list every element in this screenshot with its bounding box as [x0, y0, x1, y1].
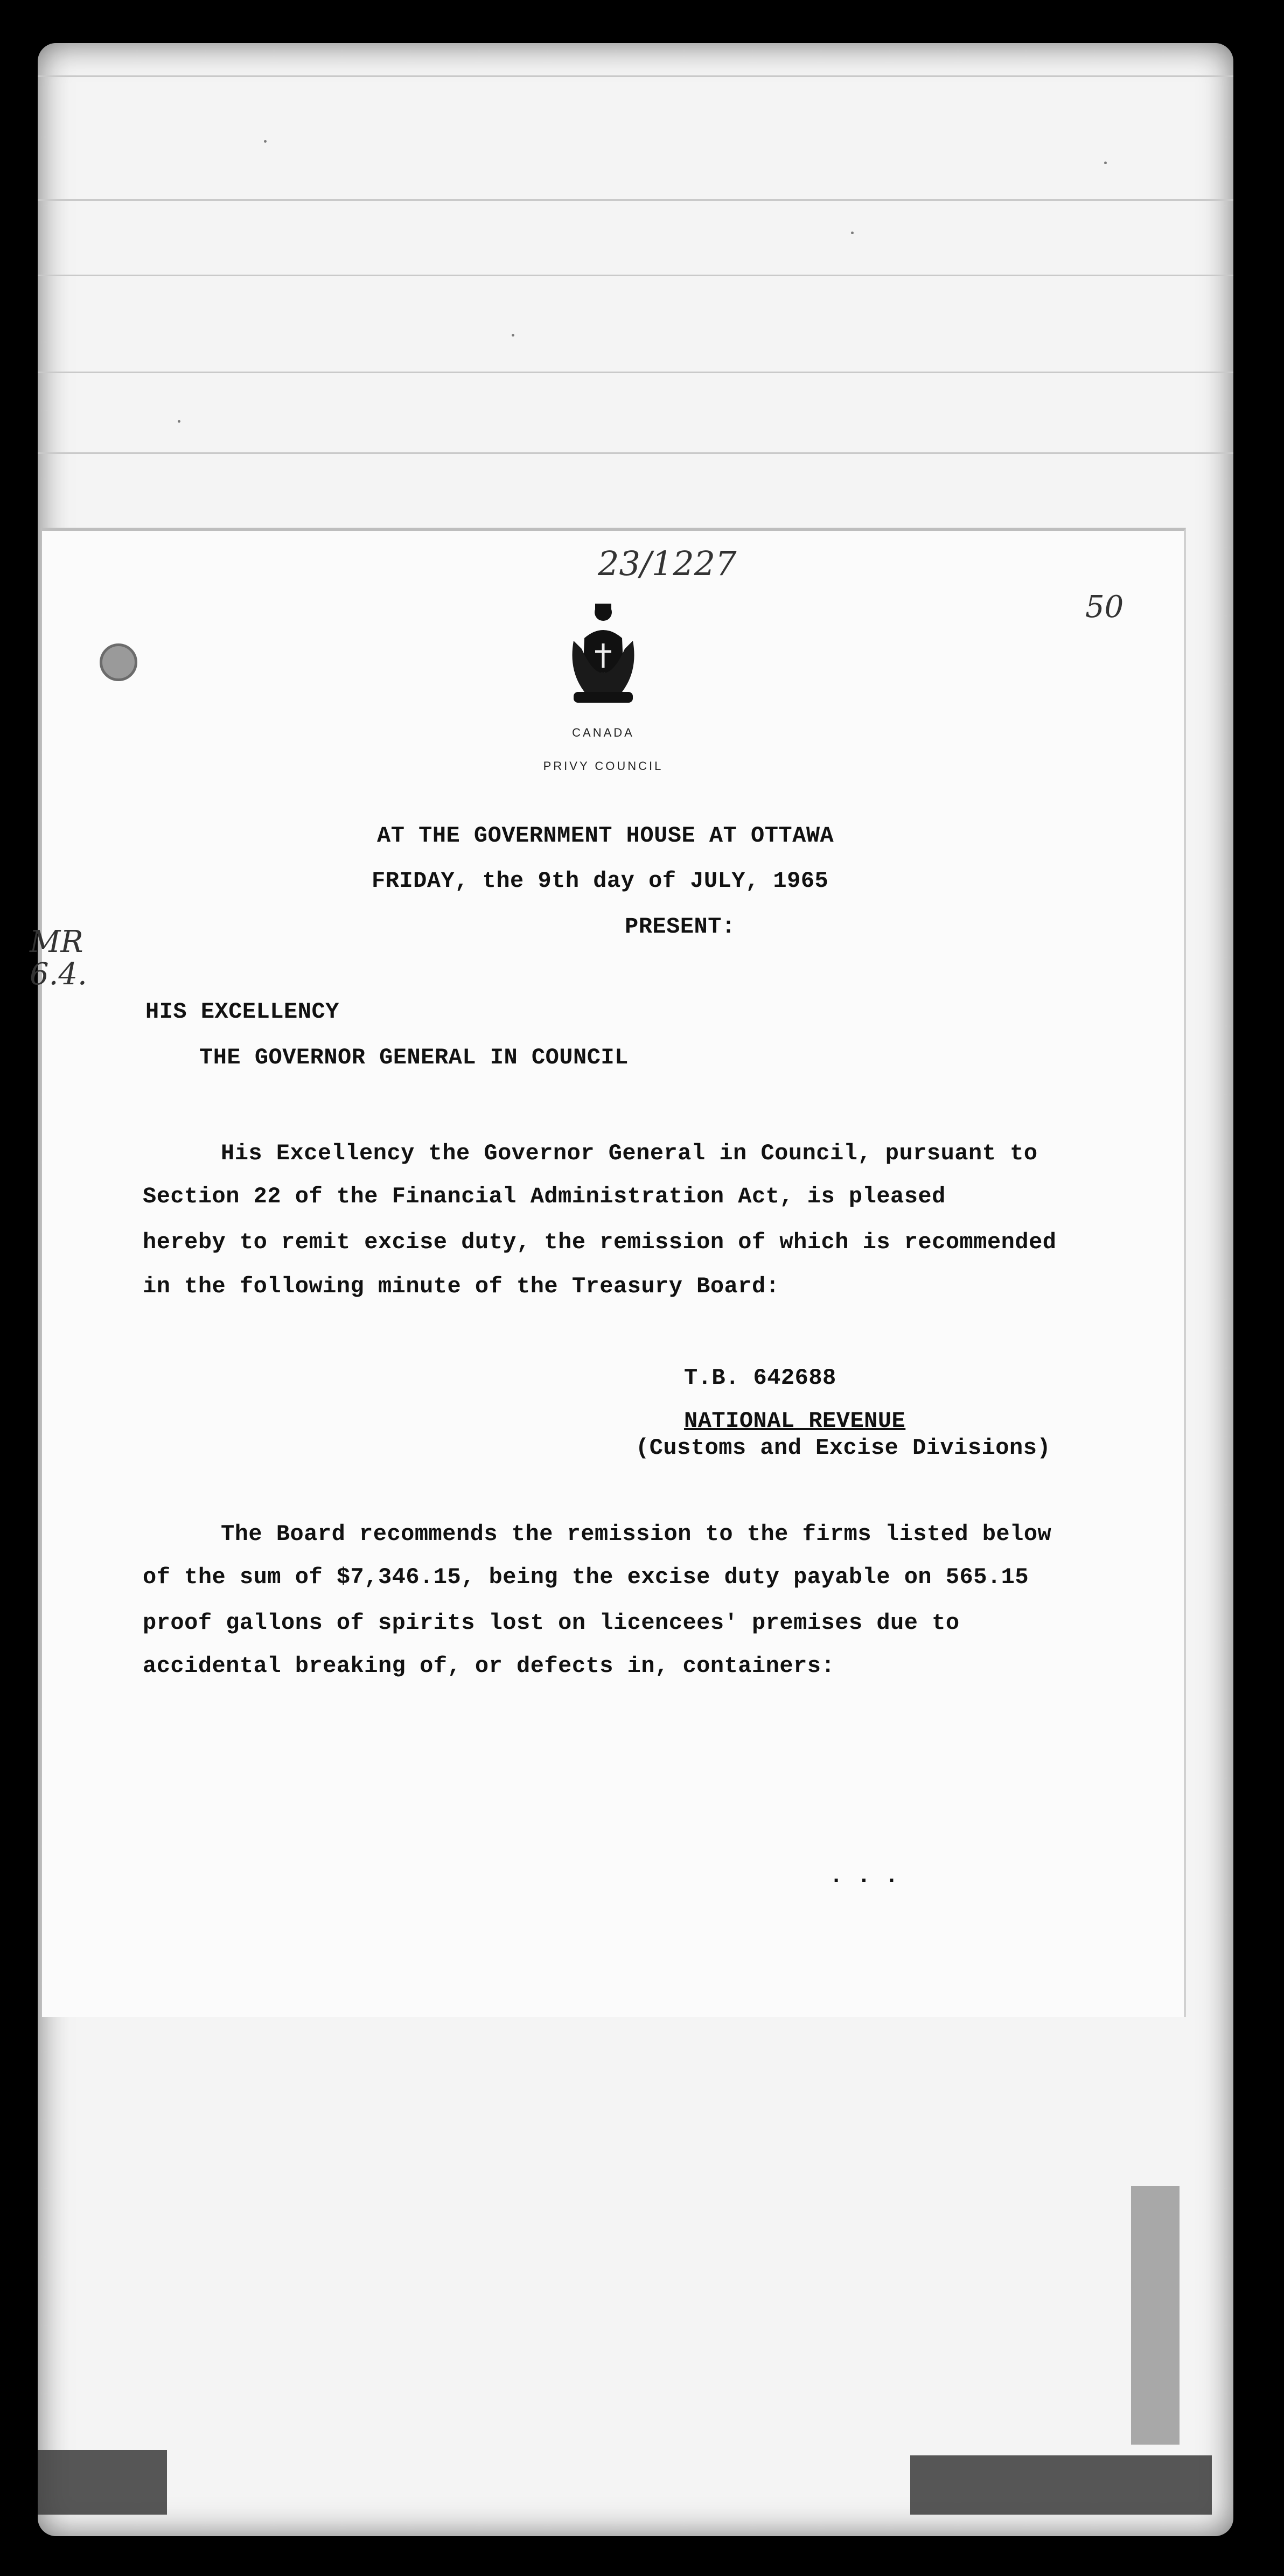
- board-paragraph-line: of the sum of $7,346.15, being the excise duty payable on 565.15: [143, 1564, 1029, 1590]
- scan-speck: [512, 334, 514, 337]
- attendee-line-2: THE GOVERNOR GENERAL IN COUNCIL: [199, 1045, 629, 1070]
- punch-hole: [100, 643, 137, 681]
- board-paragraph-line: proof gallons of spirits lost on licencees' premises due to: [143, 1610, 960, 1636]
- scan-streak: [38, 452, 1233, 454]
- letterhead-country: CANADA: [572, 726, 634, 739]
- handwritten-file-number: 23/1227: [598, 544, 737, 583]
- minute-reference: T.B. 642688: [684, 1365, 836, 1391]
- order-paragraph-line: in the following minute of the Treasury Board:: [143, 1273, 780, 1299]
- scan-streak: [38, 75, 1233, 77]
- minute-department: NATIONAL REVENUE: [684, 1408, 906, 1434]
- document-sheet: [42, 528, 1186, 2017]
- scan-streak: [38, 199, 1233, 201]
- heading-place: AT THE GOVERNMENT HOUSE AT OTTAWA: [377, 823, 834, 849]
- order-paragraph-line: Section 22 of the Financial Administration Act, is pleased: [143, 1184, 946, 1209]
- order-paragraph-line: His Excellency the Governor General in Council, pursuant to: [221, 1140, 1038, 1166]
- board-paragraph-line: The Board recommends the remission to the firms listed below: [221, 1521, 1052, 1547]
- board-paragraph-line: accidental breaking of, or defects in, containers:: [143, 1653, 835, 1679]
- heading-present: PRESENT:: [625, 914, 736, 940]
- film-artifact: [910, 2455, 1212, 2515]
- handwritten-margin-note: MR 6.4.: [30, 925, 87, 992]
- scan-speck: [1104, 162, 1107, 164]
- scan-streak: [38, 372, 1233, 373]
- attendee-line-1: HIS EXCELLENCY: [145, 999, 339, 1025]
- order-paragraph-line: hereby to remit excise duty, the remission of which is recommended: [143, 1229, 1057, 1255]
- film-artifact: [1131, 2186, 1180, 2445]
- film-artifact: [38, 2450, 167, 2515]
- heading-date: FRIDAY, the 9th day of JULY, 1965: [372, 868, 829, 894]
- continuation-marker: . . .: [829, 1863, 899, 1889]
- scan-speck: [178, 420, 180, 423]
- handwritten-page-number: 50: [1085, 590, 1124, 625]
- coat-of-arms-icon: [563, 600, 644, 713]
- scan-speck: [264, 140, 267, 143]
- minute-division: (Customs and Excise Divisions): [636, 1435, 1051, 1461]
- scan-speck: [851, 232, 854, 234]
- letterhead-office: PRIVY COUNCIL: [543, 759, 664, 773]
- scan-streak: [38, 275, 1233, 276]
